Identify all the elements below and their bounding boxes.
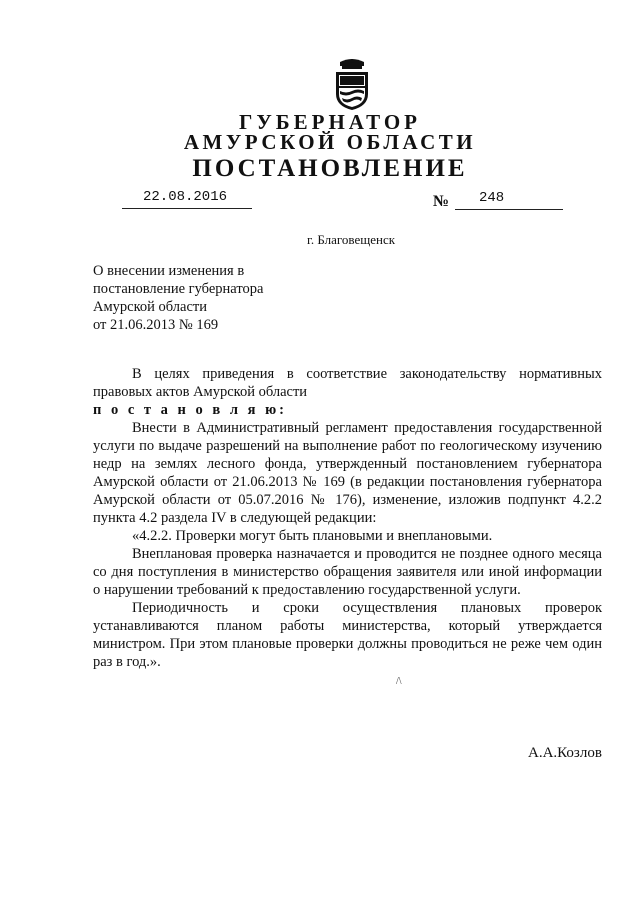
signature-name: А.А.Козлов bbox=[528, 745, 602, 761]
region-title: АМУРСКОЙ ОБЛАСТИ bbox=[183, 130, 477, 154]
scan-mark: /\ bbox=[396, 676, 402, 687]
city-label: г. Благовещенск bbox=[307, 232, 396, 247]
document-date: 22.08.2016 bbox=[143, 189, 228, 205]
preamble-paragraph: В целях приведения в соответствие законодательству нормативных правовых актов Амурской области bbox=[93, 366, 602, 400]
document-type-title: ПОСТАНОВЛЕНИЕ bbox=[192, 155, 468, 182]
subject-line: О внесении изменения в bbox=[93, 263, 245, 279]
amendment-paragraph: Внести в Административный регламент предоставления государственной услуги по выдаче разрешений на выполнение работ по геологическому изучению недр на землях лесного фонда, утвержденный постановлением губернатора Амурской области от 21.06.2013 № 169 (в редакции постановления губернатора Амурской области от 05.07.2016 № 176), изменение, изложив подпункт 4.2.2 пункта 4.2 раздела IV в следующей редакции: bbox=[93, 420, 602, 526]
subject-line: от 21.06.2013 № 169 bbox=[93, 317, 219, 333]
number-sign: № bbox=[433, 193, 450, 210]
subject-line: постановление губернатора bbox=[93, 281, 264, 297]
document-number: 248 bbox=[479, 190, 505, 206]
resolve-heading: п о с т а н о в л я ю: bbox=[93, 402, 287, 418]
document-body bbox=[93, 365, 602, 671]
quoted-paragraph: Периодичность и сроки осуществления плановых проверок устанавливаются планом работы министерства, который утверждается министром. При этом плановые проверки должны проводиться не реже чем один раз в год.». bbox=[93, 600, 602, 670]
subject-block bbox=[93, 262, 343, 334]
governor-title: ГУБЕРНАТОР bbox=[238, 110, 422, 134]
date-underline bbox=[122, 208, 252, 209]
quoted-paragraph: «4.2.2. Проверки могут быть плановыми и внеплановыми. bbox=[132, 528, 493, 544]
subject-line: Амурской области bbox=[93, 299, 207, 315]
number-underline bbox=[455, 209, 563, 210]
coat-of-arms-emblem bbox=[330, 58, 374, 112]
quoted-paragraph: Внеплановая проверка назначается и проводится не позднее одного месяца со дня поступления в министерство обращения заявителя или иной информации о нарушении требований к предоставлению государственной услуги. bbox=[93, 546, 602, 598]
